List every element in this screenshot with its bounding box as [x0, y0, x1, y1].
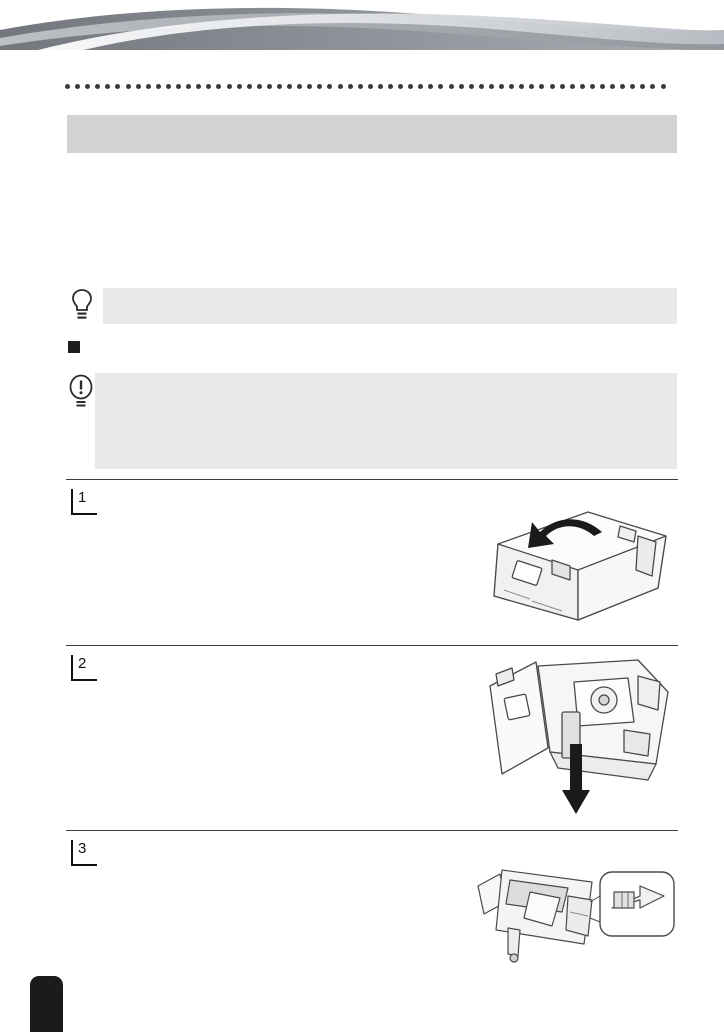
step-number: 2 — [71, 655, 97, 681]
printer-rear-cover-open-figure — [470, 492, 676, 632]
square-bullet-icon — [68, 341, 80, 353]
step-divider — [66, 830, 678, 831]
section-title — [67, 115, 677, 135]
printer-cassette-compartment-figure — [478, 652, 678, 824]
tip-note-block — [103, 288, 677, 324]
step-divider — [66, 645, 678, 646]
page-header-band — [0, 0, 724, 62]
page-section-tab — [30, 976, 63, 1032]
dotted-separator — [65, 84, 679, 92]
step-number: 3 — [71, 840, 97, 866]
section-title-bar — [67, 115, 677, 153]
printer-tape-path-detail-figure — [472, 856, 678, 968]
step-number: 1 — [71, 489, 97, 515]
page-section-tab-label — [30, 976, 63, 990]
exclamation-circle-icon — [68, 374, 94, 408]
lightbulb-icon — [70, 288, 94, 322]
important-note-block — [95, 373, 677, 469]
header-swoosh-graphic — [0, 0, 724, 62]
step-divider — [66, 479, 678, 480]
